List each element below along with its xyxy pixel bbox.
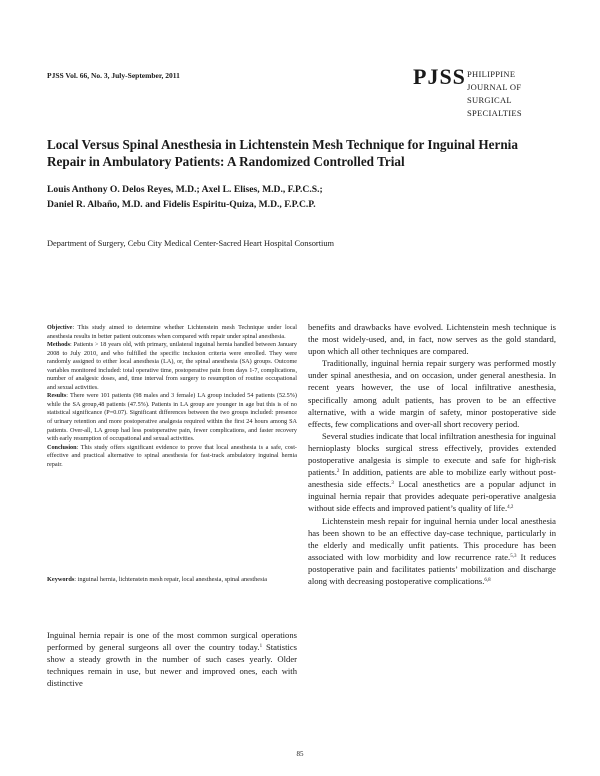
article-title	[47, 136, 557, 170]
right-column	[308, 321, 556, 587]
logo-abbrev: PJSS	[413, 64, 466, 89]
keywords: Keywords: inguinal hernia, lichtenstein mesh repair, local anesthesia, spinal anesthesia	[47, 576, 268, 583]
page-number: 85	[296, 750, 304, 758]
body-paragraph: Lichtenstein mesh repair for inguinal hernia under local anesthesia has been shown to be an effective day-case technique, particularly in the elderly and medically unfit patients. This procedure has been associated with low morbidity and low recurrence rate.$^{5,3}$ It reduces postoperative pain and facilitates patients’ mobilization and discharge along with decreasing postoperative complications.$^{6,8}$	[308, 515, 556, 586]
intro-paragraph: Inguinal hernia repair is one of the most common surgical operations performed by general surgeons all over the country today.$^1$ Statistics show a steady growth in the number of such cases yearly. Older techniques remain in use, but newer and improved ones, each with distinctive	[47, 630, 297, 689]
journal-logo	[413, 62, 558, 118]
affiliation: Department of Surgery, Cebu City Medical Center-Sacred Heart Hospital Consortium	[47, 239, 335, 248]
journal-citation: PJSS Vol. 66, No. 3, July-September, 2011	[47, 71, 180, 80]
logo-subtitle	[467, 68, 558, 120]
title-line: Local Versus Spinal Anesthesia in Lichtenstein Mesh Technique for Inguinal Hernia	[47, 137, 518, 152]
logo-line-2: SURGICAL SPECIALTIES	[467, 95, 522, 118]
abstract-results: Results: There were 101 patients (98 males and 3 female) LA group included 54 patients (52.5%) while the SA group,48 patients (47.5%). Patients in LA group are younger in age but this is of no statistical significance (P=0.07). Significant differences between the two groups included: presence of urinary retention and more postoperative analgesia required within the first 24 hours among SA patients. Over-all, LA group had less postoperative pain, fewer complications, and faster recovery with early resumption of occupational and sexual activities.	[47, 392, 297, 443]
body-paragraph: Several studies indicate that local infiltration anesthesia for inguinal hernioplasty blocks surgical stress effectively, provides extended postoperative analgesia is simple to execute and safe for high-risk patients.$^2$ In addition, patients are able to mobilize early without post-anesthesia side effects.$^3$ Local anesthetics are a popular adjunct in inguinal hernia repair that provides adequate peri-operative analgesia without side effects and improved patient’s quality of life.$^{4,2}$	[308, 430, 556, 514]
body-paragraph: benefits and drawbacks have evolved. Lichtenstein mesh technique is the most widely-used, and, in fact, now serves as the gold standard, upon which all other techniques are compared.	[308, 322, 556, 357]
author-line: Louis Anthony O. Delos Reyes, M.D.; Axel L. Elises, M.D., F.P.C.S.;	[47, 184, 323, 195]
abstract-conclusion: Conclusion: This study offers significant evidence to prove that local anesthesia is a safe, cost-effective and practical alternative to spinal anesthesia for fast-track ambulatory inguinal hernia repair.	[47, 443, 297, 468]
abstract	[47, 324, 297, 469]
author-line: Daniel R. Albaño, M.D. and Fidelis Espiritu-Quiza, M.D., F.P.C.P.	[47, 198, 316, 210]
logo-line-1: PHILIPPINE JOURNAL OF	[467, 69, 522, 92]
abstract-methods: Methods: Patients > 18 years old, with primary, unilateral inguinal hernia handled between January 2008 to July 2010, and who fulfilled the specific inclusion criteria were enrolled. They were randomly assigned to either local anesthesia (LA), or, the spinal anesthesia (SA) groups. Outcome variables monitored included: total operative time, postoperative pain from days 1-7, complications, number of analgesic doses, and, time interval from surgery to resumption of routine occupational and sexual activities.	[47, 341, 297, 391]
body-paragraph: Traditionally, inguinal hernia repair surgery was performed mostly under spinal anesthesia, and on occasion, under general anesthesia. In recent years however, the use of local infiltrative anesthesia, specifically among adult patients, has proven to be an effective alternative, with a wide margin of safety, minor postoperative side effects, few complications and over-all short recovery period.	[308, 358, 556, 429]
title-line: Repair in Ambulatory Patients: A Randomized Controlled Trial	[47, 154, 405, 169]
author-list	[47, 183, 557, 212]
abstract-objective: Objective: This study aimed to determine whether Lichtenstein mesh Technique under local anesthesia results in better patient outcomes when compared with repair under spinal anesthesia.	[47, 324, 297, 340]
